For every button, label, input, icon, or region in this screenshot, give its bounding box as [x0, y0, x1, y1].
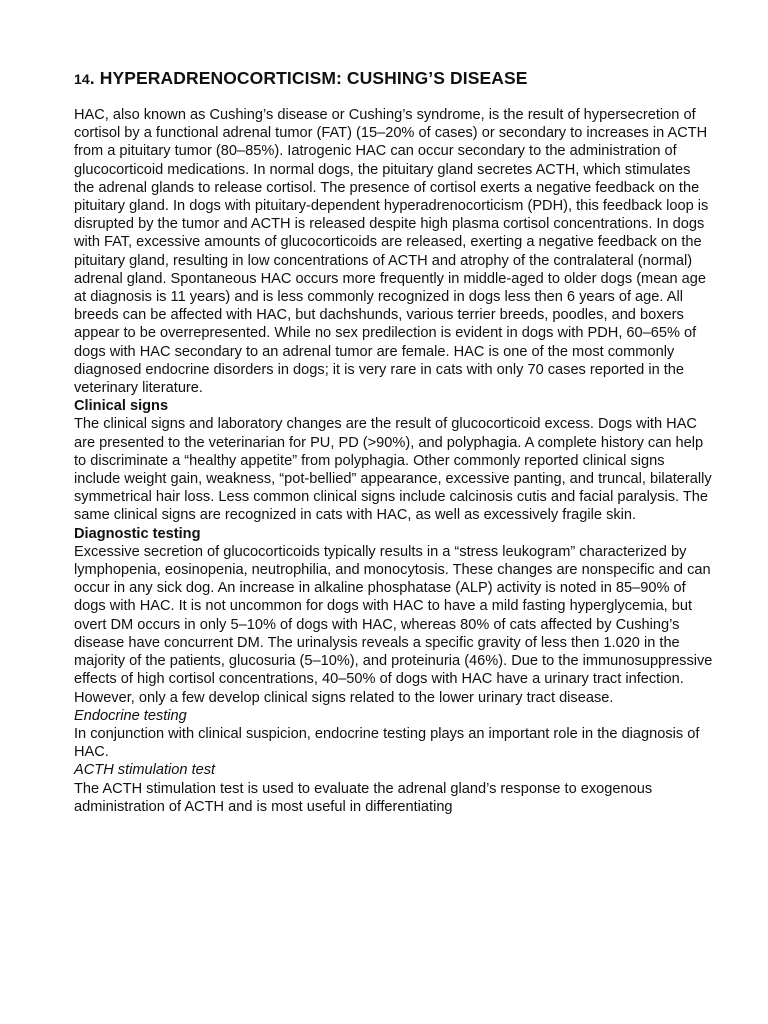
endocrine-testing-heading: Endocrine testing [74, 707, 187, 724]
page-title [74, 68, 528, 89]
document-body [74, 106, 714, 816]
acth-stimulation-heading: ACTH stimulation test [74, 762, 216, 779]
endocrine-testing-paragraph: In conjunction with clinical suspicion, endocrine testing plays an important role in the diagnosis of HAC. [74, 725, 700, 761]
chapter-number: 14 [74, 71, 90, 87]
chapter-title: . HYPERADRENOCORTICISM: CUSHING’S DISEASE [89, 68, 528, 88]
diagnostic-testing-heading: Diagnostic testing [74, 525, 201, 542]
clinical-signs-heading: Clinical signs [74, 398, 169, 415]
diagnostic-testing-paragraph: Excessive secretion of glucocorticoids typically results in a “stress leukogram” characterized by lymphopenia, eosinopenia, neutrophilia, and monocytosis. These changes are nonspecific and can occur in any sick dog. An increase in alkaline phosphatase (ALP) activity is noted in 85–90% of dogs with HAC. It is not uncommon for dogs with HAC to have a mild fasting hyperglycemia, but overt DM occurs in only 5–10% of dogs with HAC, whereas 80% of cats affected by Cushing’s disease have concurrent DM. The urinalysis reveals a specific gravity of less then 1.020 in the majority of the patients, glucosuria (5–10%), and proteinuria (46%). Due to the immunosuppressive effects of high cortisol concentrations, 40–50% of dogs with HAC have a urinary tract infection. However, only a few develop clinical signs related to the lower urinary tract disease. [74, 543, 713, 706]
clinical-signs-paragraph: The clinical signs and laboratory changes are the result of glucocorticoid excess. Dogs with HAC are presented to the veterinarian for PU, PD (>90%), and polyphagia. A complete history can help to discriminate a “healthy appetite” from polyphagia. Other commonly reported clinical signs include weight gain, weakness, “pot-bellied” appearance, excessive panting, and truncal, bilaterally symmetrical hair loss. Less common clinical signs include calcinosis cutis and facial paralysis. The same clinical signs are recognized in cats with HAC, as well as excessively fragile skin. [74, 416, 712, 524]
intro-paragraph: HAC, also known as Cushing’s disease or Cushing’s syndrome, is the result of hypersecretion of cortisol by a functional adrenal tumor (FAT) (15–20% of cases) or secondary to increases in ACTH from a pituitary tumor (80–85%). Iatrogenic HAC can occur secondary to the administration of glucocorticoid medications. In normal dogs, the pituitary gland secretes ACTH, which stimulates the adrenal glands to release cortisol. The presence of cortisol exerts a negative feedback on the pituitary gland. In dogs with pituitary-dependent hyperadrenocorticism (PDH), this feedback loop is disrupted by the tumor and ACTH is released despite high plasma cortisol concentrations. In dogs with FAT, excessive amounts of glucocorticoids are released, exerting a negative feedback on the pituitary gland, resulting in low concentrations of ACTH and atrophy of the contralateral (normal) adrenal gland. Spontaneous HAC occurs more frequently in middle-aged to older dogs (mean age at diagnosis is 11 years) and is less commonly recognized in dogs less then 6 years of age. All breeds can be affected with HAC, but dachshunds, various terrier breeds, poodles, and boxers appear to be overrepresented. While no sex predilection is evident in dogs with PDH, 60–65% of dogs with HAC secondary to an adrenal tumor are female. HAC is one of the most commonly diagnosed endocrine disorders in dogs; it is very rare in cats with only 70 cases reported in the veterinary literature. [74, 107, 709, 397]
acth-stimulation-paragraph: The ACTH stimulation test is used to evaluate the adrenal gland’s response to exogenous administration of ACTH and is most useful in differentiating [74, 780, 653, 815]
